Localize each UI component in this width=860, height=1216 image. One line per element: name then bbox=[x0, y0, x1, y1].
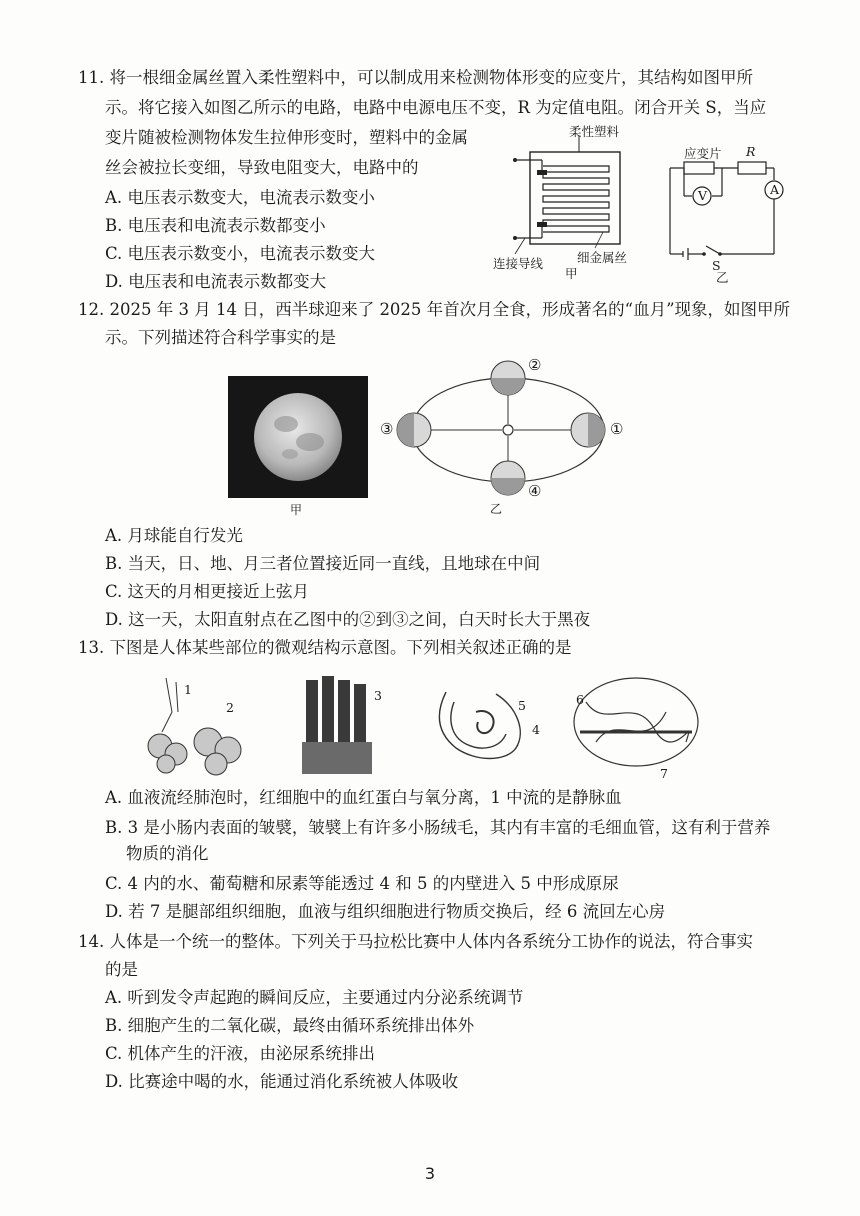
resistor-label: R bbox=[746, 144, 756, 159]
fig-jia-left-label: 连接导线 bbox=[493, 256, 544, 271]
orbit-caption: 乙 bbox=[490, 502, 503, 516]
label-4: 4 bbox=[532, 722, 540, 737]
fig-jia-top-label: 柔性塑料 bbox=[569, 124, 620, 139]
q11-stem-line-3: 变片随被检测物体发生拉伸形变时，塑料中的金属 bbox=[105, 128, 468, 147]
fig-yi-caption: 乙 bbox=[716, 270, 729, 285]
label-1: 1 bbox=[184, 682, 192, 697]
label-5: 5 bbox=[518, 698, 526, 713]
q11-stem-line-2: 示。将它接入如图乙所示的电路，电路中电源电压不变，R 为定值电阻。闭合开关 S，当应 bbox=[105, 98, 767, 117]
strain-gauge-label: 应变片 bbox=[684, 146, 722, 161]
q11-option-a: A. 电压表示数变大，电流表示数变小 bbox=[105, 188, 375, 207]
sun-icon bbox=[503, 425, 513, 435]
q14-stem-line-2: 的是 bbox=[105, 960, 138, 979]
q14-option-a: A. 听到发令声起跑的瞬间反应，主要通过内分泌系统调节 bbox=[105, 988, 524, 1007]
q14-option-d: D. 比赛途中喝的水，能通过消化系统被人体吸收 bbox=[105, 1072, 459, 1091]
fig-jia-caption: 甲 bbox=[565, 266, 578, 281]
q11-stem-line-1: 11. 将一根细金属丝置入柔性塑料中，可以制成用来检测物体形变的应变片，其结构如图甲所 bbox=[78, 68, 753, 87]
label-6: 6 bbox=[576, 692, 584, 707]
q12-option-d: D. 这一天，太阳直射点在乙图中的②到③之间，白天时长大于黑夜 bbox=[105, 610, 591, 629]
q13-option-c: C. 4 内的水、葡萄糖和尿素等能透过 4 和 5 的内壁进入 5 中形成原尿 bbox=[105, 874, 619, 893]
q12-stem-line-2: 示。下列描述符合科学事实的是 bbox=[105, 328, 336, 347]
q13-option-a: A. 血液流经肺泡时，红细胞中的血红蛋白与氧分离，1 中流的是静脉血 bbox=[105, 788, 622, 807]
q13-stem: 13. 下图是人体某些部位的微观结构示意图。下列相关叙述正确的是 bbox=[78, 638, 572, 657]
q11-option-b: B. 电压表和电流表示数都变小 bbox=[105, 216, 326, 235]
label-7: 7 bbox=[660, 766, 668, 781]
ammeter-symbol: A bbox=[770, 182, 780, 197]
switch-label: S bbox=[712, 258, 721, 273]
q14-stem-line-1: 14. 人体是一个统一的整体。下列关于马拉松比赛中人体内各系统分工协作的说法，符合事实 bbox=[78, 932, 753, 951]
q13-option-d: D. 若 7 是腿部组织细胞，血液与组织细胞进行物质交换后，经 6 流回左心房 bbox=[105, 902, 666, 921]
orbit-label-3: ③ bbox=[380, 420, 394, 438]
q14-option-c: C. 机体产生的汗液，由泌尿系统排出 bbox=[105, 1044, 376, 1063]
q12-option-c: C. 这天的月相更接近上弦月 bbox=[105, 582, 310, 601]
q11-option-c: C. 电压表示数变小，电流表示数变大 bbox=[105, 244, 376, 263]
page-number: 3 bbox=[424, 1164, 436, 1183]
q12-option-a: A. 月球能自行发光 bbox=[105, 526, 243, 545]
q11-stem-line-4: 丝会被拉长变细，导致电阻变大，电路中的 bbox=[105, 158, 419, 177]
q12-option-b: B. 当天，日、地、月三者位置接近同一直线，且地球在中间 bbox=[105, 554, 541, 573]
circuit-figure bbox=[660, 140, 790, 285]
voltmeter-symbol: V bbox=[698, 188, 708, 203]
circuit-drawing bbox=[660, 140, 790, 282]
fig-jia-right-label: 细金属丝 bbox=[577, 250, 628, 265]
label-2: 2 bbox=[226, 700, 234, 715]
q13-option-b-line-2: 物质的消化 bbox=[126, 844, 209, 863]
q11-option-d: D. 电压表和电流表示数都变大 bbox=[105, 272, 327, 291]
orbit-drawing bbox=[378, 354, 638, 516]
moon-photo bbox=[228, 376, 368, 498]
body-structures-drawing bbox=[136, 672, 736, 784]
orbit-label-2: ② bbox=[528, 356, 542, 374]
q12-stem-line-1: 12. 2025 年 3 月 14 日，西半球迎来了 2025 年首次月全食，形成著名的“血月”现象，如图甲所 bbox=[78, 300, 791, 319]
q14-option-b: B. 细胞产生的二氧化碳，最终由循环系统排出体外 bbox=[105, 1016, 475, 1035]
moon-icon bbox=[228, 376, 368, 498]
q13-option-b-line-1: B. 3 是小肠内表面的皱襞，皱襞上有许多小肠绒毛，其内有丰富的毛细血管，这有利于营养 bbox=[105, 818, 771, 837]
label-3: 3 bbox=[374, 688, 382, 703]
body-structures-figure bbox=[136, 672, 736, 784]
moon-photo-caption: 甲 bbox=[290, 503, 303, 517]
strain-gauge-figure bbox=[485, 126, 655, 282]
earth-orbit-diagram bbox=[378, 354, 638, 516]
orbit-label-4: ④ bbox=[528, 482, 542, 500]
orbit-label-1: ① bbox=[610, 420, 624, 438]
